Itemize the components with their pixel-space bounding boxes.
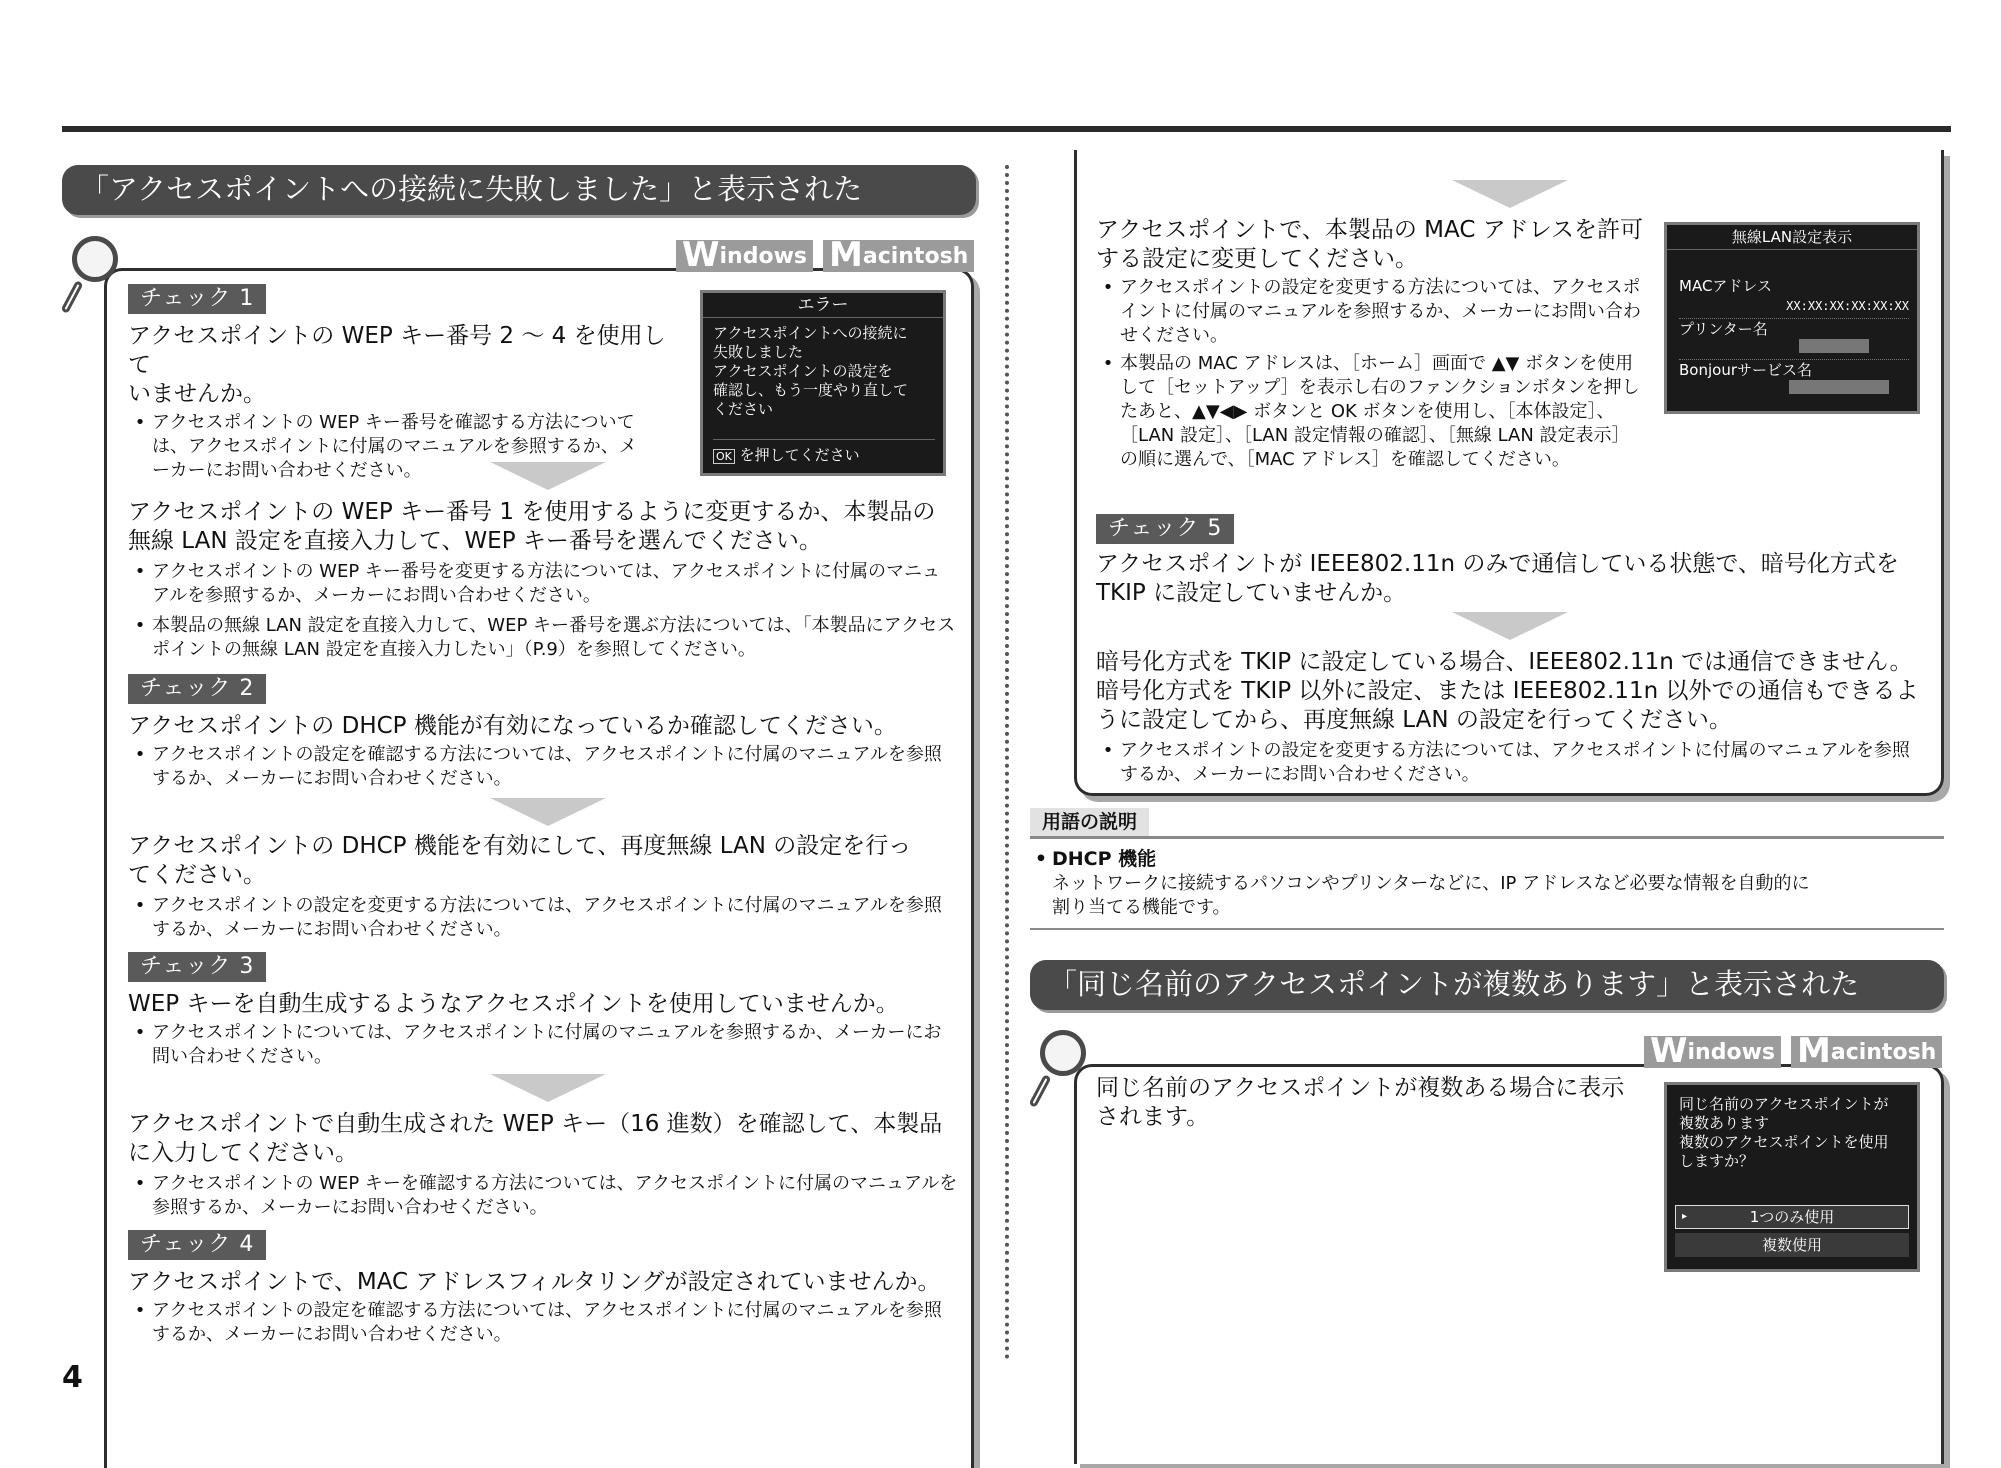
down-arrow-icon [490, 1074, 606, 1102]
bullet: • アクセスポイントの設定を変更する方法については、アクセスポイントに付属のマニュアルを参照するか、メーカーにお問い合わせください。 [1096, 739, 1926, 787]
bullet: • アクセスポイントの WEP キー番号を確認する方法については、アクセスポイントに付属のマニュアルを参照するか、メーカーにお問い合わせください。 [128, 411, 648, 483]
lcd-line: 失敗しました [713, 343, 804, 361]
lcd-line: アクセスポイントへの接続に [713, 324, 908, 342]
glossary-rule [1030, 836, 1944, 839]
check4-question: アクセスポイントで、MAC アドレスフィルタリングが設定されていませんか。 [128, 1269, 941, 1295]
lcd3-option-2 [1675, 1233, 1909, 1257]
same-name-text [1096, 1074, 1636, 1132]
lcd-footer-text: を押してください [739, 446, 860, 464]
lcd2-body [1667, 250, 1917, 394]
selection-marker-icon: ▸ [1682, 1211, 1688, 1222]
mac-bullets [1096, 276, 1641, 472]
check2-answer-block [128, 832, 942, 942]
bullet-icon: • [1034, 848, 1048, 870]
os-badges-2 [1644, 1031, 1942, 1071]
check1-question-line: アクセスポイントの WEP キー番号 2 ～ 4 を使用して [128, 323, 666, 378]
check5-question: アクセスポイントが IEEE802.11n のみで通信している状態で、暗号化方式を TKIP に設定していませんか。 [1096, 551, 1899, 606]
check4-label: チェック 4 [128, 1230, 266, 1260]
lcd-line: アクセスポイントの設定を [713, 362, 893, 380]
windows-badge: Windows [1644, 1036, 1781, 1068]
glossary-body [1030, 846, 1930, 920]
lcd-mac-screen [1664, 222, 1920, 414]
check1-answer-block [128, 498, 958, 662]
bullet: • アクセスポイントの設定を確認する方法については、アクセスポイントに付属のマニュアルを参照するか、メーカーにお問い合わせください。 [128, 1299, 958, 1347]
lcd2-title: 無線LAN設定表示 [1667, 225, 1917, 250]
bullet: • アクセスポイントの WEP キー番号を変更する方法については、アクセスポイントに付属のマニュアルを参照するか、メーカーにお問い合わせください。 [128, 560, 958, 608]
section-banner-2: 「同じ名前のアクセスポイントが複数あります」と表示された [1030, 960, 1944, 1010]
column-divider [1005, 165, 1009, 1360]
blurred-value [1799, 339, 1869, 353]
check5-answer: 暗号化方式を TKIP に設定している場合、IEEE802.11n では通信できません。暗号化方式を TKIP 以外に設定、または IEEE802.11n 以外での通信もできるように設定してから、再度無線 LAN の設定を行ってください。 [1096, 649, 1919, 733]
check2-label: チェック 2 [128, 674, 266, 704]
macintosh-badge: Macintosh [823, 240, 974, 272]
glossary-desc-line: 割り当てる機能です。 [1052, 897, 1231, 918]
mac-value: XX:XX:XX:XX:XX:XX [1786, 299, 1909, 313]
lcd3-option-2-label: 複数使用 [1761, 1236, 1822, 1254]
glossary-desc-line: ネットワークに接続するパソコンやプリンターなどに、IP アドレスなど必要な情報を自動的に [1052, 873, 1810, 894]
macintosh-badge: Macintosh [1791, 1036, 1942, 1068]
lcd3-line: 複数あります [1679, 1114, 1770, 1132]
check3-answer-block [128, 1110, 958, 1220]
magnifier-handle-icon [60, 280, 83, 314]
lcd-error-screen [700, 290, 946, 476]
page-number: 4 [62, 1360, 83, 1395]
down-arrow-icon [1452, 180, 1568, 208]
same-name-line: されます。 [1096, 1104, 1210, 1130]
check5-answer-bullets [1096, 739, 1926, 787]
check5-label: チェック 5 [1096, 514, 1234, 544]
lcd3-option-1 [1675, 1205, 1909, 1229]
lcd-footer [713, 439, 935, 465]
check1-answer: アクセスポイントの WEP キー番号 1 を使用するように変更するか、本製品の無線 LAN 設定を直接入力して、WEP キー番号を選んでください。 [128, 499, 936, 554]
mac-answer-block [1096, 216, 1656, 472]
bullet: • 本製品の無線 LAN 設定を直接入力して、WEP キー番号を選ぶ方法については、「本製品にアクセスポイントの無線 LAN 設定を直接入力したい」（P.9）を参照してください。 [128, 614, 958, 662]
lcd-line: ください [713, 400, 774, 418]
lcd3-line: 同じ名前のアクセスポイントが [1679, 1095, 1889, 1113]
bullet: • アクセスポイントの設定を変更する方法については、アクセスポイントに付属のマニュアルを参照するか、メーカーにお問い合わせください。 [1096, 276, 1641, 348]
check2-question: アクセスポイントの DHCP 機能が有効になっているか確認してください。 [128, 713, 897, 739]
glossary-term-text: DHCP 機能 [1052, 848, 1157, 870]
magnifier-icon [72, 236, 118, 282]
check3-bullets [128, 1021, 958, 1069]
ok-key-icon: OK [713, 449, 735, 464]
check2-block [128, 674, 958, 791]
glossary-rule-bottom [1030, 928, 1944, 930]
lcd3-body [1667, 1085, 1917, 1181]
check1-block [128, 284, 688, 483]
check1-answer-bullets [128, 560, 958, 662]
glossary-desc [1030, 872, 1930, 920]
same-name-description [1096, 1074, 1636, 1132]
down-arrow-icon [490, 798, 606, 826]
same-name-line: 同じ名前のアクセスポイントが複数ある場合に表示 [1096, 1075, 1625, 1101]
mac-answer-line: する設定に変更してください。 [1096, 246, 1418, 272]
check2-bullets [128, 743, 958, 791]
check5-block [1096, 514, 1926, 608]
lcd-title: エラー [703, 293, 943, 318]
mac-label: MACアドレス [1679, 277, 1772, 295]
check3-block [128, 952, 958, 1069]
check5-answer-block [1096, 648, 1926, 787]
mac-answer [1096, 216, 1656, 274]
bullet: • アクセスポイントの WEP キーを確認する方法については、アクセスポイントに付属のマニュアルを参照するか、メーカーにお問い合わせください。 [128, 1172, 958, 1220]
lcd-line: 確認し、もう一度やり直して [713, 381, 909, 399]
check3-label: チェック 3 [128, 952, 266, 982]
bullet: • アクセスポイントの設定を確認する方法については、アクセスポイントに付属のマニュアルを参照するか、メーカーにお問い合わせください。 [128, 743, 958, 791]
check2-answer-bullets [128, 894, 958, 942]
section-banner: 「アクセスポイントへの接続に失敗しました」と表示された [62, 165, 976, 215]
magnifier-icon [1040, 1030, 1086, 1076]
glossary-tab: 用語の説明 [1030, 808, 1149, 836]
check1-question [128, 322, 688, 409]
bonjour-label: Bonjourサービス名 [1679, 359, 1909, 380]
blurred-value [1789, 380, 1889, 394]
bullet: • 本製品の MAC アドレスは、［ホーム］画面で ▲▼ ボタンを使用して［セットアップ］を表示し右のファンクションボタンを押したあと、▲▼◀▶ ボタンと OK ボタンを使用し、［本体設定］、［LAN 設定］、［LAN 設定情報の確認］、［無線 LAN 設定表示］の順に選んで、［MAC アドレス］を確認してください。 [1096, 352, 1641, 472]
down-arrow-icon [490, 462, 606, 490]
check4-block [128, 1230, 958, 1347]
glossary-term [1030, 846, 1930, 872]
lcd3-option-1-label: 1つのみ使用 [1749, 1208, 1835, 1226]
top-rule [62, 126, 1951, 132]
check1-label: チェック 1 [128, 284, 266, 314]
check1-question-line: いませんか。 [128, 381, 266, 407]
check2-answer: アクセスポイントの DHCP 機能を有効にして、再度無線 LAN の設定を行ってください。 [128, 833, 912, 888]
lcd-same-name-screen [1664, 1082, 1920, 1272]
bullet: • アクセスポイントについては、アクセスポイントに付属のマニュアルを参照するか、メーカーにお問い合わせください。 [128, 1021, 958, 1069]
lcd3-line: しますか？ [1679, 1152, 1755, 1170]
windows-badge: Windows [676, 240, 813, 272]
check4-bullets [128, 1299, 958, 1347]
magnifier-handle-icon [1028, 1074, 1051, 1108]
lcd3-line: 複数のアクセスポイントを使用 [1679, 1133, 1889, 1151]
os-badges [676, 235, 974, 275]
check3-answer-bullets [128, 1172, 958, 1220]
check3-question: WEP キーを自動生成するようなアクセスポイントを使用していませんか。 [128, 991, 899, 1017]
check3-answer: アクセスポイントで自動生成された WEP キー（16 進数）を確認して、本製品に入力してください。 [128, 1111, 943, 1166]
mac-answer-line: アクセスポイントで、本製品の MAC アドレスを許可 [1096, 217, 1644, 243]
printer-label: プリンター名 [1679, 318, 1909, 339]
bullet: • アクセスポイントの設定を変更する方法については、アクセスポイントに付属のマニュアルを参照するか、メーカーにお問い合わせください。 [128, 894, 958, 942]
lcd-message [703, 318, 943, 425]
down-arrow-icon [1452, 612, 1568, 640]
